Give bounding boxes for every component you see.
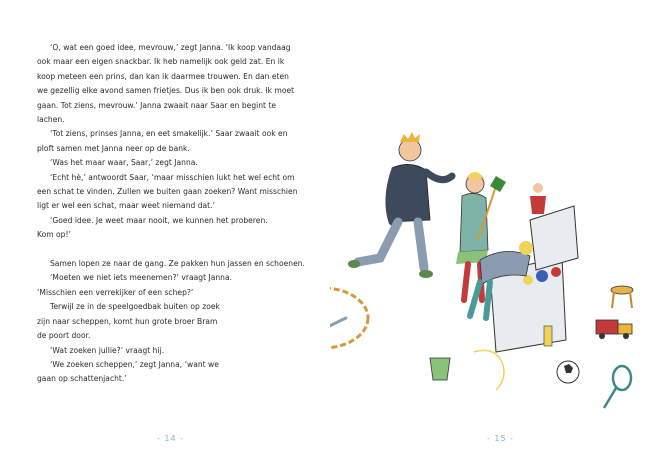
story-line: we gezellig elke avond samen frietjes. Dus ik ben ook druk. Ik moet	[37, 86, 295, 96]
story-line: ‘O, wat een goed idee, mevrouw,’ zegt Janna. ‘Ik koop vandaag	[50, 43, 291, 52]
page-number-right: - 15 -	[487, 434, 515, 443]
right-page	[330, 0, 660, 466]
story-line: Terwijl ze in de speelgoedbak buiten op zoek	[50, 302, 220, 312]
story-line: gaan. Tot ziens, mevrouw.’ Janna zwaait naar Saar en begint te	[37, 100, 277, 110]
story-line: een schat te vinden. Zullen we buiten gaan zoeken? Want misschien	[37, 187, 298, 197]
story-line: ploft samen met Janna neer op de bank.	[37, 143, 190, 153]
story-line: de poort door.	[37, 331, 91, 341]
paragraph-gap	[37, 243, 299, 257]
jump-rope-illustration	[474, 350, 504, 390]
story-line: ook maar een eigen snackbar. Ik heb namelijk ook geld zat. En ik	[37, 57, 285, 67]
story-line: Samen lopen ze naar de gang. Ze pakken hun jassen en schoenen.	[50, 259, 305, 269]
soccer-ball-illustration	[557, 361, 579, 383]
boy-illustration	[348, 132, 452, 278]
bucket-illustration	[430, 358, 450, 380]
toy-box-illustration	[490, 206, 578, 352]
story-text	[37, 41, 305, 387]
hula-hoop-illustration	[330, 288, 368, 348]
story-line: Kom op!’	[37, 230, 71, 240]
story-line: ‘Wat zoeken jullie?’ vraagt hij.	[50, 345, 165, 355]
story-line: ‘Was het maar waar, Saar,’ zegt Janna.	[50, 158, 198, 168]
story-line: zijn naar scheppen, komt hun grote broer Bram	[37, 316, 218, 326]
story-line: ‘Tot ziens, prinses Janna, en eet smakelijk.’ Saar zwaait ook en	[50, 129, 288, 139]
story-line: ligt er wel een schat, maar weet niemand dat.’	[37, 201, 215, 211]
toy-truck-illustration	[596, 320, 632, 339]
page-number-left: - 14 -	[157, 434, 185, 443]
story-line: ‘Goed idee. Je weet maar nooit, we kunnen het proberen.	[50, 215, 268, 225]
stool-illustration	[611, 286, 633, 308]
illustration-children-toy-box	[330, 0, 660, 466]
story-line: ‘Echt hè,’ antwoordt Saar, ‘maar misschien lukt het wel echt om	[50, 172, 295, 182]
story-line: gaan op schattenjacht.’	[37, 374, 127, 384]
toy-block-illustration	[544, 326, 552, 346]
story-line: koop meteen een prins, dan kan ik daarmee trouwen. En dan eten	[37, 71, 289, 81]
story-line: ‘Misschien een verrekijker of een schep?’	[37, 287, 194, 297]
doll-illustration	[530, 183, 546, 214]
tennis-racket-illustration	[604, 366, 631, 408]
story-line: lachen.	[37, 115, 65, 125]
story-line: ‘We zoeken scheppen,’ zegt Janna, ‘want we	[50, 359, 219, 369]
toy-sword-illustration	[330, 318, 346, 345]
story-line: ‘Moeten we niet iets meenemen?’ vraagt Janna.	[50, 273, 233, 283]
